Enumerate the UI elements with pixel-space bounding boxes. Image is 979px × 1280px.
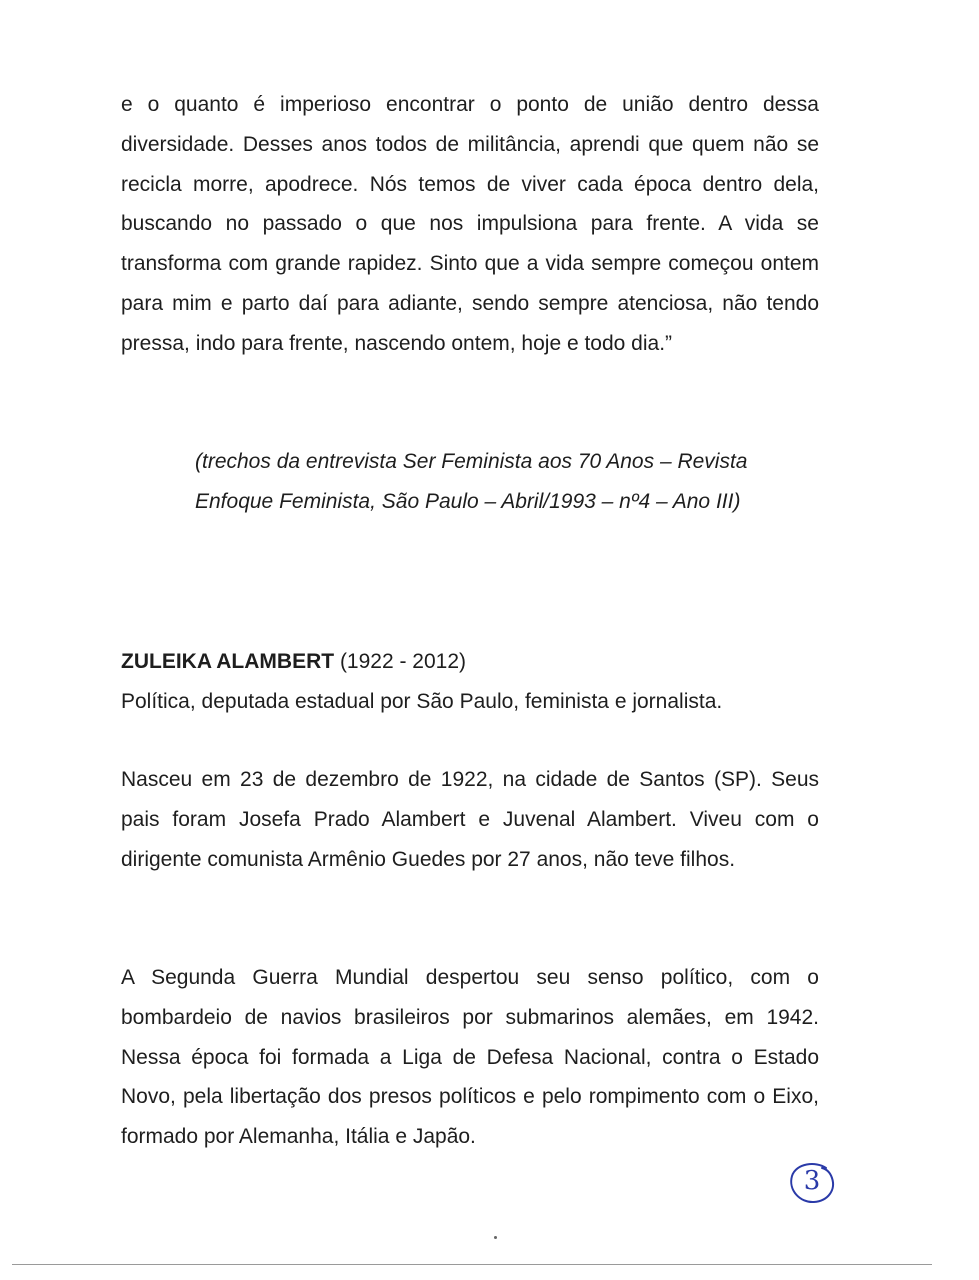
interview-citation: (trechos da entrevista Ser Feminista aos 70 Anos – Revista Enfoque Feminista, São Paulo – Abril/1993 – nº4 – Ano III) <box>195 450 748 513</box>
page-number: 3 <box>803 1166 821 1196</box>
person-name: ZULEIKA ALAMBERT <box>121 650 335 673</box>
person-years: (1922 - 2012) <box>339 650 467 673</box>
section-heading <box>121 642 466 682</box>
person-roles: Política, deputada estadual por São Paulo, feminista e jornalista. <box>121 690 723 713</box>
opening-paragraph: e o quanto é imperioso encontrar o ponto de união dentro dessa diversidade. Desses anos todos de militância, aprendi que quem não se recicla morre, apodrece. Nós temos de viver cada época dentro dela, buscando no passado o que nos impulsiona para frente. A vida se transforma com grande rapidez. Sinto que a vida sempre começou ontem para mim e parto daí para adiante, sendo sempre atenciosa, não tendo pressa, indo para frente, nascendo ontem, hoje e todo dia.” <box>121 93 819 355</box>
bottom-rule <box>12 1264 932 1265</box>
birth-paragraph: Nasceu em 23 de dezembro de 1922, na cidade de Santos (SP). Seus pais foram Josefa Prado Alambert e Juvenal Alambert. Viveu com o dirigente comunista Armênio Guedes por 27 anos, não teve filhos. <box>121 768 819 871</box>
scan-dot <box>494 1236 497 1239</box>
handwritten-page-number <box>786 1160 838 1206</box>
war-paragraph: A Segunda Guerra Mundial despertou seu senso político, com o bombardeio de navios brasileiros por submarinos alemães, em 1942. Nessa época foi formada a Liga de Defesa Nacional, contra o Estado Novo, pela libertação dos presos políticos e pelo rompimento com o Eixo, formado por Alemanha, Itália e Japão. <box>121 966 819 1149</box>
